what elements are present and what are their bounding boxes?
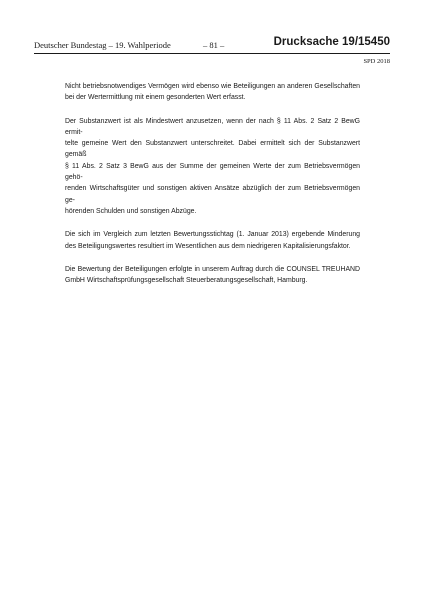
paragraph-4	[65, 264, 360, 287]
document-number	[274, 36, 390, 48]
text-line: Die sich im Vergleich zum letzten Bewertungsstichtag (1. Januar 2013) ergebende Minderung	[65, 231, 360, 239]
text-line: renden Wirtschaftsgüter und sonstigen aktiven Ansätze abzüglich der zum Betriebsvermögen ge-	[65, 185, 360, 204]
text-line: telte gemeine Wert den Substanzwert unterschreitet. Dabei ermittelt sich der Substanzwert gemäß	[65, 140, 360, 159]
paragraph-3	[65, 229, 360, 252]
document-number-prefix: Drucksache 19/	[273, 36, 359, 48]
text-line: § 11 Abs. 2 Satz 3 BewG aus der Summe der gemeinen Werte der zum Betriebsvermögen gehö-	[65, 162, 360, 182]
paragraph-1	[65, 81, 360, 104]
body-text	[65, 81, 360, 298]
document-number-value: 15450	[358, 36, 390, 48]
header-note: SPD 2018	[363, 58, 390, 65]
page-number: – 81 –	[203, 40, 225, 50]
text-line: GmbH Wirtschaftsprüfungsgesellschaft Steuerberatungsgesellschaft, Hamburg.	[65, 277, 308, 285]
text-line: Der Substanzwert ist als Mindestwert anzusetzen, wenn der nach § 11 Abs. 2 Satz 2 BewG ermit-	[65, 117, 360, 136]
paragraph-2	[65, 116, 360, 218]
header-publication: Deutscher Bundestag – 19. Wahlperiode	[34, 40, 171, 50]
text-line: des Beteiligungswertes resultiert im Wesentlichen aus dem niedrigeren Kapitalisierungsfaktor.	[65, 242, 351, 250]
text-line: Die Bewertung der Beteiligungen erfolgte in unserem Auftrag durch die COUNSEL TREUHAND	[65, 265, 360, 273]
text-line: bei der Wertermittlung mit einem gesonderten Wert erfasst.	[65, 94, 246, 102]
text-line: Nicht betriebsnotwendiges Vermögen wird ebenso wie Beteiligungen an anderen Gesellschaften	[65, 83, 360, 90]
text-line: hörenden Schulden und sonstigen Abzüge.	[65, 207, 197, 215]
header-rule	[34, 53, 390, 54]
